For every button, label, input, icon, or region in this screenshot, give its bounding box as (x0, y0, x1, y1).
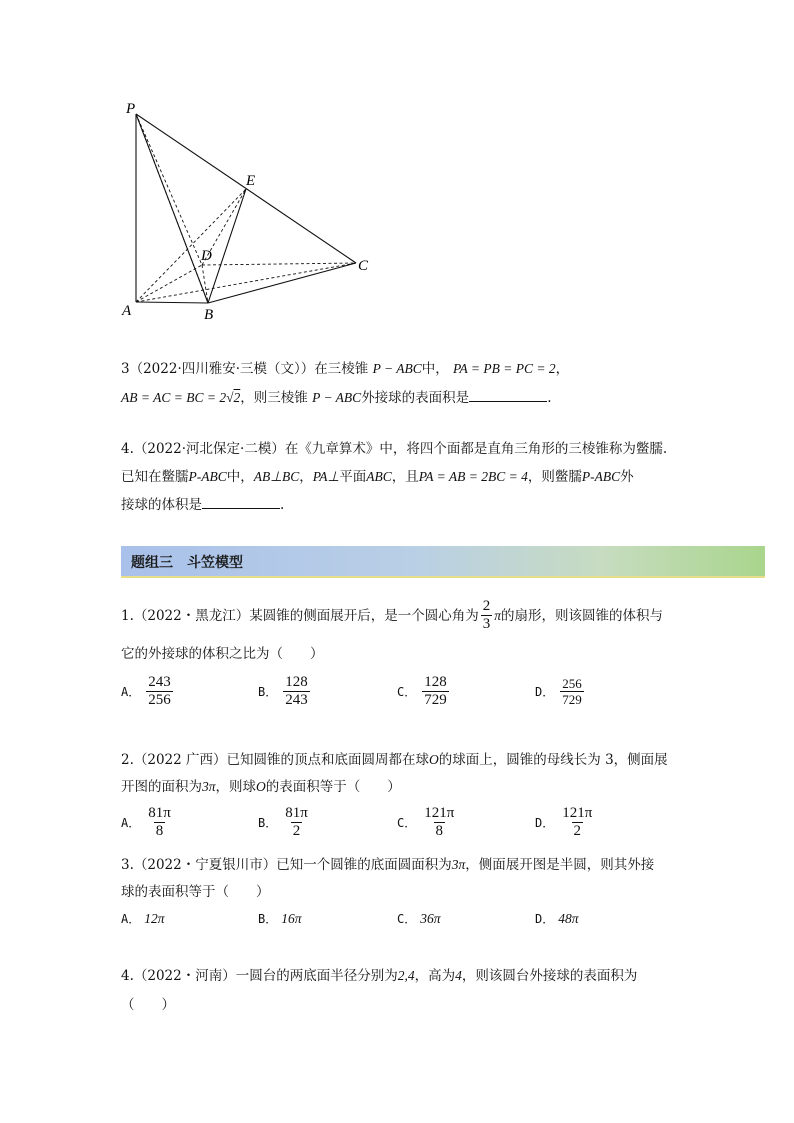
sqrt-symbol: √2 (226, 390, 241, 405)
g3-question-4-line2: （ ） (121, 997, 175, 1013)
section-banner (121, 546, 765, 578)
label-E: E (246, 173, 256, 189)
label-A: A (122, 303, 132, 319)
fraction: $\frac{2}{3}$ (482, 598, 491, 632)
g3-question-4-line1: 4.（2022・河南）一圆台的两底面半径分别为2,4，高为4，则该圆台外接球的表面积为 (121, 968, 638, 984)
tetrahedron-figure (110, 95, 390, 325)
dash-PE-inner (136, 114, 208, 303)
dash-DB (202, 265, 208, 303)
option-C[interactable]: C． 36π (397, 910, 441, 926)
dash-AC (136, 263, 356, 302)
label-D: D (201, 248, 212, 264)
g3-question-2-line1: 2.（2022 广西）已知圆锥的顶点和底面圆周都在球O的球面上，圆锥的母线长为 3，侧面展 (121, 752, 668, 768)
g3-question-3-line1: 3.（2022・宁夏银川市）已知一个圆锥的底面圆面积为3π，侧面展开图是半圆，则其外接 (121, 857, 655, 873)
answer-blank[interactable] (202, 496, 280, 509)
question-4-top-line1: 4.（2022·河北保定·二模）在《九章算术》中，将四个面都是直角三角形的三棱锥称为鳖臑. (121, 441, 668, 457)
edge-AB (136, 302, 208, 303)
option-C[interactable]: C． $\frac{128}{729}$ (397, 674, 447, 708)
option-A[interactable]: A． $\frac{243}{256}$ (121, 674, 171, 708)
option-A[interactable]: A． $\frac{81\pi}{8}$ (121, 805, 171, 839)
answer-blank[interactable] (469, 389, 547, 402)
question-4-top-line3: 接球的体积是 . (121, 497, 285, 513)
option-D[interactable]: D． $\frac{121\pi}{2}$ (535, 805, 593, 839)
option-D[interactable]: D． 48π (535, 910, 579, 926)
question-4-top-line2: 已知在鳖臑P-ABC中，AB⊥BC，PA⊥平面ABC，且PA = AB = 2BC = 4，则鳖臑P-ABC外 (121, 469, 634, 485)
label-B: B (204, 307, 214, 323)
g3-question-3-line2: 球的表面积等于（ ） (121, 884, 270, 900)
label-P: P (126, 101, 136, 117)
option-B[interactable]: B． $\frac{128}{243}$ (258, 674, 308, 708)
option-D[interactable]: D． $\frac{256}{729}$ (535, 676, 582, 707)
option-A[interactable]: A． 12π (121, 910, 165, 926)
g3-question-2-line2: 开图的面积为3π，则球O的表面积等于（ ） (121, 779, 401, 795)
question-3-top-line2: AB = AC = BC = 2√2，则三棱锥 P − ABC外接球的表面积是 . (121, 390, 552, 406)
option-B[interactable]: B． 16π (258, 910, 302, 926)
g3-question-1-line2: 它的外接球的体积之比为（ ） (121, 646, 324, 662)
g3-question-1-line1: 1.（2022・黑龙江）某圆锥的侧面展开后，是一个圆心角为 $\frac{2}{3}$ π 的扇形，则该圆锥的体积与 (121, 598, 664, 632)
label-C: C (358, 258, 369, 274)
dash-DC (202, 263, 356, 265)
question-3-top-line1: 3（2022·四川雅安·三模（文））在三棱锥 P − ABC中， PA = PB = PC = 2， (121, 361, 570, 377)
option-B[interactable]: B． $\frac{81\pi}{2}$ (258, 805, 308, 839)
edge-BC (208, 263, 356, 303)
section-title: 题组三 斗笠模型 (131, 555, 243, 571)
option-C[interactable]: C． $\frac{121\pi}{8}$ (397, 805, 455, 839)
edge-EB (208, 189, 246, 303)
